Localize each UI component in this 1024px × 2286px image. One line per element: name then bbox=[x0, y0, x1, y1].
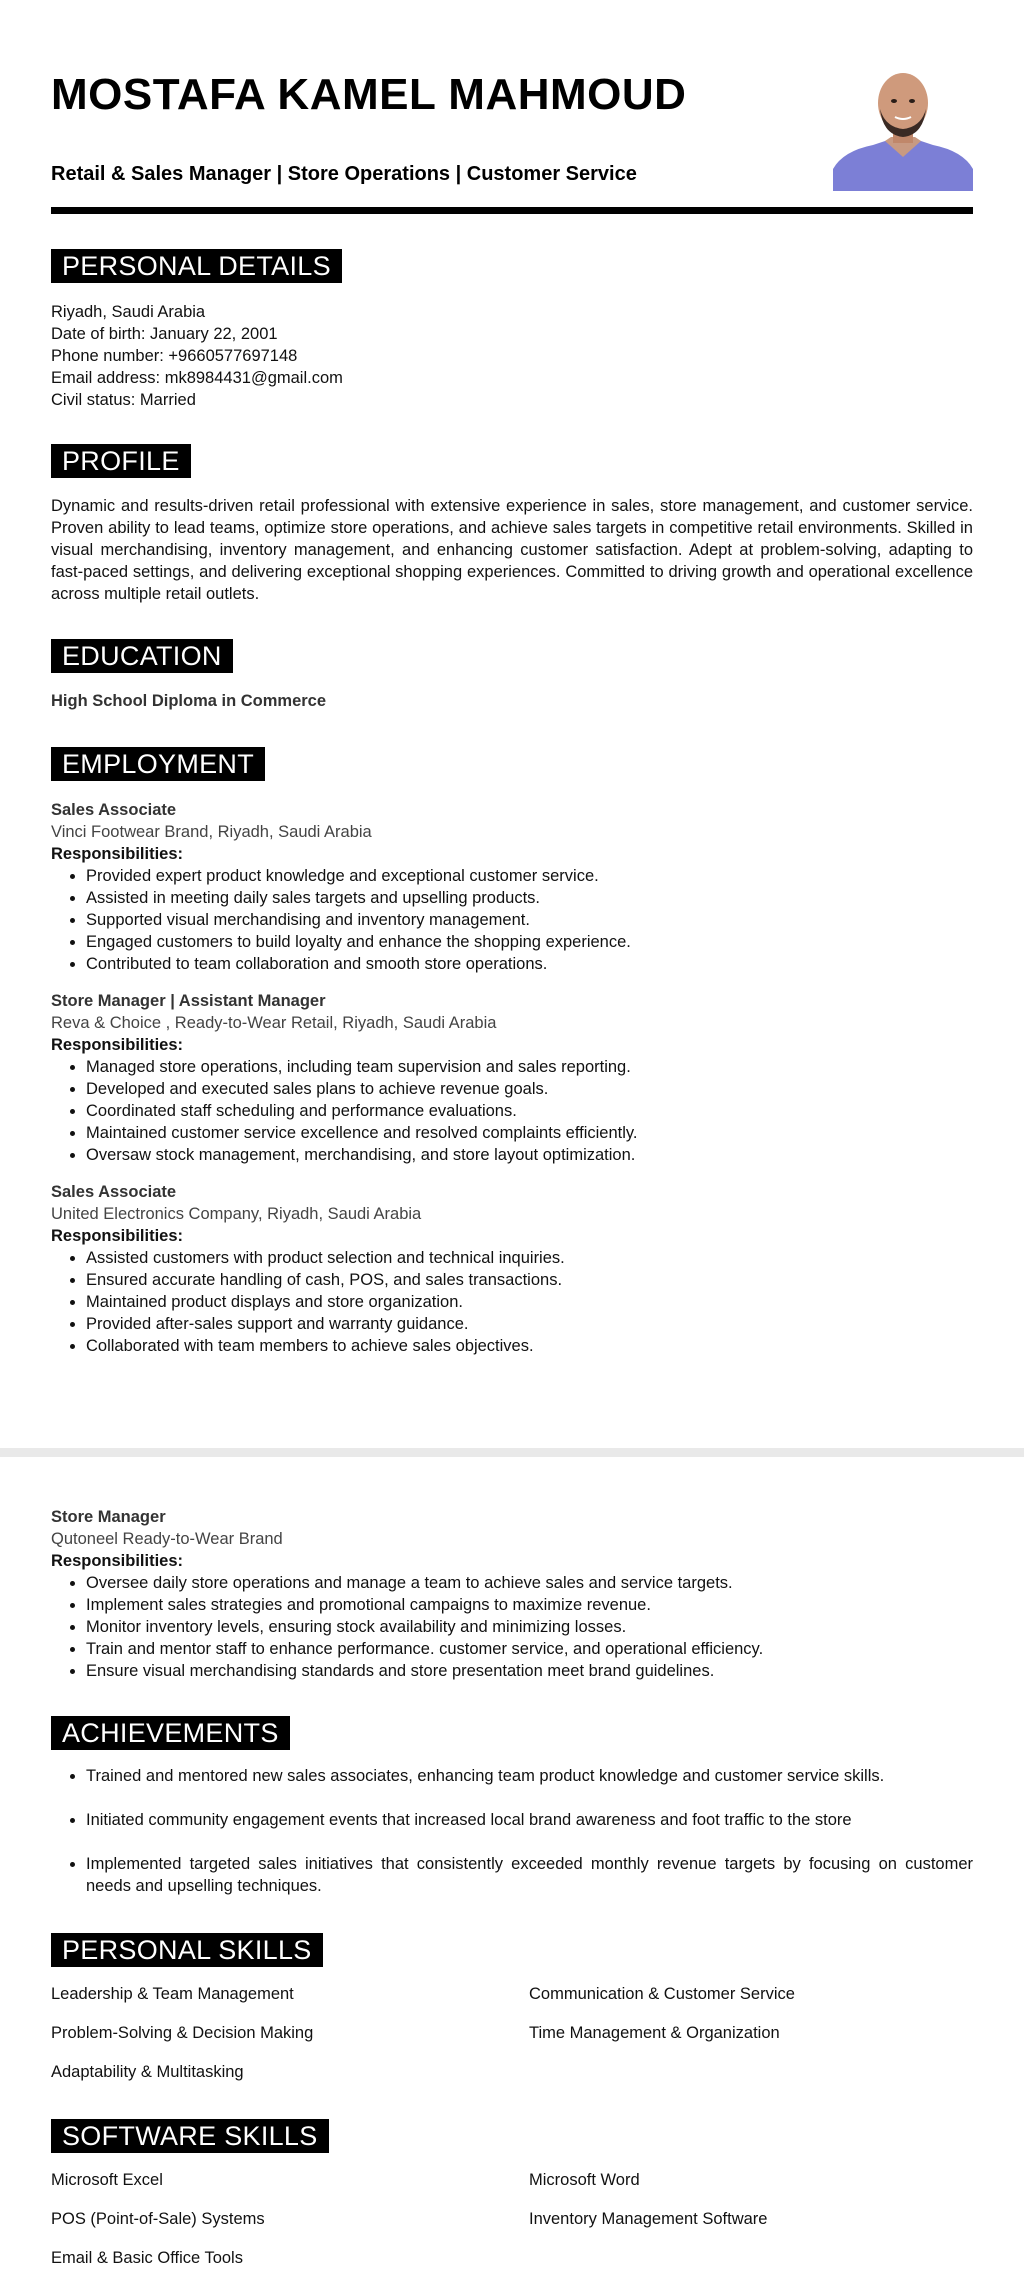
list-item: • Maintained product displays and store organization. bbox=[86, 1291, 973, 1313]
list-item: • Oversee daily store operations and manage a team to achieve sales and service targets. bbox=[86, 1572, 973, 1594]
responsibilities-list bbox=[51, 865, 973, 975]
skill-item: Adaptability & Multitasking bbox=[51, 2063, 244, 2081]
list-item: • Coordinated staff scheduling and performance evaluations. bbox=[86, 1100, 973, 1122]
skill-item: Leadership & Team Management bbox=[51, 1985, 294, 2003]
skill-item: Microsoft Word bbox=[529, 2171, 640, 2189]
skill-item: Communication & Customer Service bbox=[529, 1985, 795, 2003]
responsibilities-list bbox=[51, 1247, 973, 1357]
skill-item: Time Management & Organization bbox=[529, 2024, 780, 2042]
job-entry bbox=[51, 799, 973, 975]
detail-birth-date: Date of birth: January 22, 2001 bbox=[51, 325, 278, 343]
job-title: Store Manager bbox=[51, 1508, 166, 1526]
list-item: • Collaborated with team members to achieve sales objectives. bbox=[86, 1335, 973, 1357]
list-item: • Provided after-sales support and warranty guidance. bbox=[86, 1313, 973, 1335]
list-item: • Supported visual merchandising and inventory management. bbox=[86, 909, 973, 931]
list-item: • Assisted customers with product selection and technical inquiries. bbox=[86, 1247, 973, 1269]
skill-item: POS (Point-of-Sale) Systems bbox=[51, 2210, 265, 2228]
header-divider bbox=[51, 207, 973, 214]
achievements-list bbox=[51, 1765, 973, 1919]
list-item: • Assisted in meeting daily sales targets and upselling products. bbox=[86, 887, 973, 909]
section-title-employment: EMPLOYMENT bbox=[51, 747, 265, 781]
page-break bbox=[0, 1448, 1024, 1457]
job-title: Store Manager | Assistant Manager bbox=[51, 992, 326, 1010]
list-item: • Initiated community engagement events that increased local brand awareness and foot traffic to the store bbox=[86, 1809, 973, 1831]
section-title-achievements: ACHIEVEMENTS bbox=[51, 1716, 290, 1750]
skill-item: Microsoft Excel bbox=[51, 2171, 163, 2189]
job-title: Sales Associate bbox=[51, 1183, 177, 1201]
section-title-education: EDUCATION bbox=[51, 639, 233, 673]
section-title-software-skills: SOFTWARE SKILLS bbox=[51, 2119, 329, 2153]
responsibilities-list bbox=[51, 1056, 973, 1166]
skill-item: Problem-Solving & Decision Making bbox=[51, 2024, 314, 2042]
job-entry bbox=[51, 1181, 973, 1357]
profile-summary: Dynamic and results-driven retail professional with extensive experience in sales, store management, and customer service. Proven ability to lead teams, optimize store operations, and achieve sales targets in competitive retail environments. Skilled in visual merchandising, inventory management, and enhancing customer satisfaction. Adept at problem-solving, adapting to fast-paced settings, and delivering exceptional shopping experiences. Committed to driving growth and operational excellence across multiple retail outlets. bbox=[51, 497, 973, 603]
detail-civil-status: Civil status: Married bbox=[51, 391, 196, 409]
detail-location: Riyadh, Saudi Arabia bbox=[51, 303, 206, 321]
list-item: • Implement sales strategies and promotional campaigns to maximize revenue. bbox=[86, 1594, 973, 1616]
list-item: • Developed and executed sales plans to achieve revenue goals. bbox=[86, 1078, 973, 1100]
job-entry bbox=[51, 990, 973, 1166]
list-item: • Oversaw stock management, merchandising, and store layout optimization. bbox=[86, 1144, 973, 1166]
section-title-profile: PROFILE bbox=[51, 444, 191, 478]
candidate-headline: Retail & Sales Manager | Store Operations | Customer Service bbox=[51, 163, 637, 185]
detail-phone: Phone number: +9660577697148 bbox=[51, 347, 298, 365]
responsibilities-label: Responsibilities: bbox=[51, 1552, 184, 1570]
section-title-personal-skills: PERSONAL SKILLS bbox=[51, 1933, 323, 1967]
list-item: • Maintained customer service excellence and resolved complaints efficiently. bbox=[86, 1122, 973, 1144]
list-item: • Contributed to team collaboration and smooth store operations. bbox=[86, 953, 973, 975]
profile-photo-illustration bbox=[833, 61, 973, 191]
list-item: • Monitor inventory levels, ensuring stock availability and minimizing losses. bbox=[86, 1616, 973, 1638]
job-title: Sales Associate bbox=[51, 801, 177, 819]
personal-details-list bbox=[51, 301, 973, 411]
responsibilities-label: Responsibilities: bbox=[51, 845, 184, 863]
list-item: • Managed store operations, including team supervision and sales reporting. bbox=[86, 1056, 973, 1078]
responsibilities-label: Responsibilities: bbox=[51, 1227, 184, 1245]
education-degree: High School Diploma in Commerce bbox=[51, 692, 327, 710]
list-item: • Implemented targeted sales initiatives that consistently exceeded monthly revenue targets by focusing on customer needs and upselling techniques. bbox=[86, 1853, 973, 1897]
job-company: United Electronics Company, Riyadh, Saudi Arabia bbox=[51, 1205, 422, 1223]
list-item: • Trained and mentored new sales associates, enhancing team product knowledge and customer service skills. bbox=[86, 1765, 973, 1787]
detail-email: Email address: mk8984431@gmail.com bbox=[51, 369, 343, 387]
list-item: • Ensured accurate handling of cash, POS, and sales transactions. bbox=[86, 1269, 973, 1291]
list-item: • Engaged customers to build loyalty and enhance the shopping experience. bbox=[86, 931, 973, 953]
job-company: Reva & Choice , Ready-to-Wear Retail, Riyadh, Saudi Arabia bbox=[51, 1014, 497, 1032]
job-company: Qutoneel Ready-to-Wear Brand bbox=[51, 1530, 283, 1548]
list-item: • Train and mentor staff to enhance performance. customer service, and operational efficiency. bbox=[86, 1638, 973, 1660]
candidate-name: MOSTAFA KAMEL MAHMOUD bbox=[51, 70, 687, 119]
skill-item: Email & Basic Office Tools bbox=[51, 2249, 243, 2267]
skill-item: Inventory Management Software bbox=[529, 2210, 768, 2228]
list-item: • Provided expert product knowledge and exceptional customer service. bbox=[86, 865, 973, 887]
responsibilities-label: Responsibilities: bbox=[51, 1036, 184, 1054]
section-title-personal-details: PERSONAL DETAILS bbox=[51, 249, 342, 283]
list-item: • Ensure visual merchandising standards and store presentation meet brand guidelines. bbox=[86, 1660, 973, 1682]
responsibilities-list bbox=[51, 1572, 973, 1682]
job-entry bbox=[51, 1506, 973, 1682]
job-company: Vinci Footwear Brand, Riyadh, Saudi Arabia bbox=[51, 823, 372, 841]
profile-photo bbox=[833, 61, 973, 191]
